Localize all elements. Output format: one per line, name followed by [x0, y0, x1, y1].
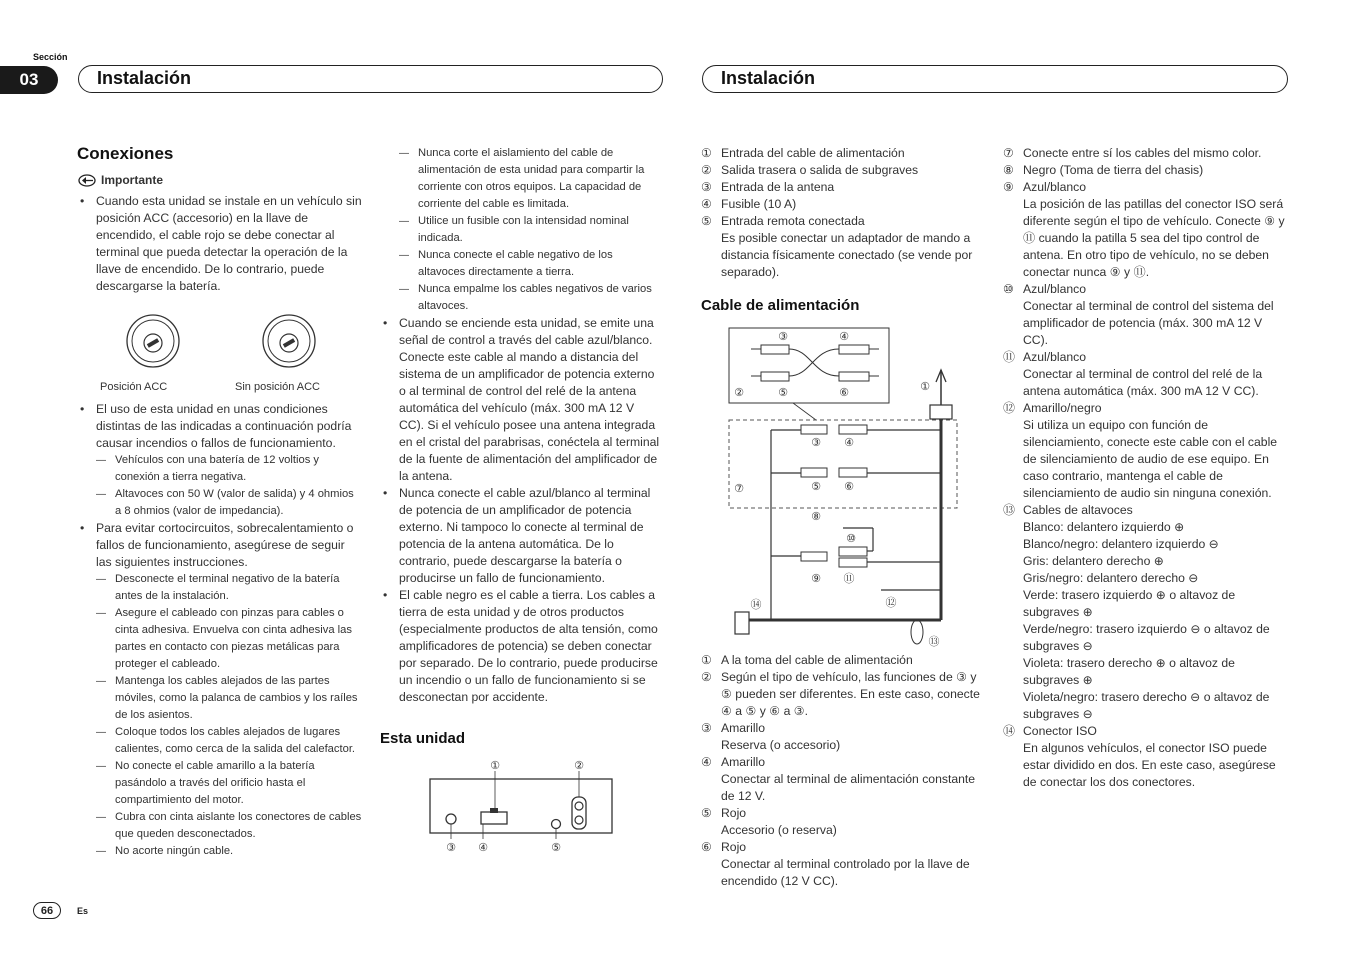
legend-text: Conecte entre sí los cables del mismo color. — [1023, 146, 1262, 160]
legend-subtext: La posición de las patillas del conector ISO será diferente según el tipo de vehículo. Conecte ⑨ y ⑪ cuando la patilla 5 sea del tipo control de antena. En otro tipo de vehículo, no se deben conectar nunca ⑨ y ⑪. — [1023, 197, 1285, 279]
dash-item: — Utilice un fusible con la intensidad nominal indicada. — [399, 213, 662, 247]
dash-item: — Altavoces con 50 W (valor de salida) y 4 ohmios a 8 ohmios (valor de impedancia). — [96, 486, 362, 520]
dash-item: — Nunca conecte el cable negativo de los altavoces directamente a tierra. — [399, 247, 662, 281]
col2-dash-list — [399, 145, 662, 315]
right-title-text: Instalación — [721, 68, 816, 88]
dash-item: — Asegure el cableado con pinzas para cables o cinta adhesiva. Envuelva con cinta adhesiva las partes en contacto con piezas metálicas para proteger el cableado. — [96, 605, 362, 673]
legend-item — [701, 145, 986, 162]
cable-legend-item — [701, 652, 986, 669]
cable-label-1: ① — [920, 380, 930, 393]
legend-subtext: Conectar al terminal controlado por la llave de encendido (12 V CC). — [721, 857, 970, 888]
legend-text: Azul/blanco — [1023, 282, 1087, 296]
legend-num: ⑤ — [701, 214, 712, 228]
legend-text: Según el tipo de vehículo, las funciones de ③ y ⑤ pueden ser diferentes. En este caso, conecte ④ a ⑤ y ⑥ a ③. — [721, 670, 980, 718]
cable-label-6a: ⑥ — [839, 386, 849, 399]
bullet-blue-white: • Cuando se enciende esta unidad, se emite una señal de control a través del cable azul/blanco. Conecte este cable al mando a distancia del sistema de un amplificador de potencia externo o al terminal de control del relé de la antena automática del vehículo (máx. 300 mA 12 V CC). Si el vehículo posee una antena integrada en el cristal del parabrisas, conéctela al terminal de la fuente de alimentación del amplificador de la antena. — [380, 315, 662, 485]
legend-text: Entrada de la antena — [721, 180, 835, 194]
legend-text: Entrada remota conectada — [721, 214, 865, 228]
legend-num: ② — [701, 163, 712, 177]
legend-subtext: Si utiliza un equipo con función de silenciamiento, conecte este cable con el cable de silenciamiento de audio de ese equipo. En caso contrario, mantenga el cable de silenciamiento de audio sin ninguna conexión. — [1023, 418, 1278, 500]
section-label: Sección — [33, 52, 68, 62]
caption-acc: Posición ACC — [100, 381, 168, 393]
dash-item: — Vehículos con una batería de 12 voltios y conexión a tierra negativa. — [96, 452, 362, 486]
cable-label-4a: ④ — [839, 330, 849, 343]
cable-label-11: ⑪ — [843, 572, 855, 585]
page-number: 66 — [33, 902, 61, 919]
language-code: Es — [77, 906, 89, 916]
legend-text: Negro (Toma de tierra del chasis) — [1023, 163, 1204, 177]
ignition-no-acc-icon — [261, 313, 317, 369]
legend-item — [701, 162, 986, 179]
bullet-conditions — [77, 401, 362, 520]
speaker-wire-line: Gris/negro: delantero derecho ⊖ — [1023, 571, 1199, 585]
legend-num: ④ — [701, 197, 712, 211]
legend-text: Rojo — [721, 806, 747, 820]
wire-legend-item — [1003, 145, 1289, 162]
column-1 — [77, 145, 362, 860]
cable-label-5a: ⑤ — [778, 386, 788, 399]
legend-num: ① — [701, 146, 712, 160]
legend-subtext: Conectar al terminal de alimentación constante de 12 V. — [721, 772, 976, 803]
left-title-text: Instalación — [97, 68, 192, 88]
important-note — [77, 172, 362, 189]
legend-num: ⑭ — [1003, 724, 1016, 738]
wire-legend-item — [1003, 349, 1289, 400]
legend-item — [701, 196, 986, 213]
legend-subtext: En algunos vehículos, el conector ISO puede estar dividido en dos. En este caso, asegúrese de conectar los dos conectores. — [1023, 741, 1276, 789]
conexiones-heading: Conexiones — [77, 144, 174, 163]
legend-num: ⑥ — [701, 840, 712, 854]
col2-bullet-list — [380, 315, 662, 706]
legend-num: ① — [701, 653, 712, 667]
dash-item: — Cubra con cinta aislante los conectores de cables que queden desconectados. — [96, 809, 362, 843]
cable-label-5b: ⑤ — [811, 480, 821, 493]
important-label: Importante — [101, 173, 164, 187]
legend-item — [701, 179, 986, 196]
legend-subtext: Es posible conectar un adaptador de mando a distancia físicamente conectado (se vende por separado). — [721, 231, 973, 279]
cable-label-4b: ④ — [844, 436, 854, 449]
cable-alimentacion-heading: Cable de alimentación — [701, 297, 860, 314]
section-number-badge: 03 — [0, 66, 58, 94]
ignition-acc-icon — [125, 313, 181, 369]
column-2 — [380, 145, 662, 857]
wire-legend-item — [1003, 502, 1289, 723]
cable-label-13: ⑬ — [928, 635, 940, 648]
column-3 — [701, 145, 986, 890]
legend-num: ③ — [701, 180, 712, 194]
unit-label-4: ④ — [478, 841, 488, 854]
cable-legend-list — [701, 652, 986, 890]
cable-label-6b: ⑥ — [844, 480, 854, 493]
legend-text: Conector ISO — [1023, 724, 1097, 738]
unit-label-5: ⑤ — [551, 841, 561, 854]
bullet-ground: • El cable negro es el cable a tierra. Los cables a tierra de esta unidad y de otros productos (especialmente productos de alta tensión, como amplificadores de potencia) se deben conectar por separado. De lo contrario, puede producirse un incendio o un fallo de funcionamiento si se desconectan por accidente. — [380, 587, 662, 706]
speaker-wire-line: Verde: trasero izquierdo ⊕ o altavoz de subgraves ⊕ — [1023, 588, 1236, 619]
right-page-title — [702, 65, 1288, 93]
bullet-list-1 — [77, 193, 362, 295]
cable-label-2: ② — [734, 386, 744, 399]
bullet-short-circuit-text: Para evitar cortocircuitos, sobrecalentamiento o fallos de funcionamiento, asegúrese de seguir las siguientes instrucciones. — [96, 521, 354, 569]
wire-legend-item — [1003, 400, 1289, 502]
cable-legend-item — [701, 754, 986, 805]
legend-text: Amarillo/negro — [1023, 401, 1102, 415]
legend-num: ② — [701, 670, 712, 684]
important-icon — [77, 174, 97, 187]
cable-label-3b: ③ — [811, 436, 821, 449]
legend-num: ⑤ — [701, 806, 712, 820]
speaker-wire-line: Blanco: delantero izquierdo ⊕ — [1023, 520, 1185, 534]
legend-subtext: Reserva (o accesorio) — [721, 738, 841, 752]
legend-subtext: Conectar al terminal de control del relé de la antena automática (máx. 300 mA 12 V CC). — [1023, 367, 1263, 398]
cable-legend-item — [701, 720, 986, 754]
cable-legend-item — [701, 839, 986, 890]
cable-label-10: ⑩ — [846, 532, 856, 545]
dash-item: — Nunca corte el aislamiento del cable de alimentación de esta unidad para compartir la corriente con otros equipos. La capacidad de corriente del cable es limitada. — [399, 145, 662, 213]
instructions-dash-list — [96, 571, 362, 860]
legend-num: ⑩ — [1003, 282, 1014, 296]
legend-subtext: Conectar al terminal de control del sistema del amplificador de potencia (máx. 300 mA 12 V CC). — [1023, 299, 1274, 347]
bullet-list-2 — [77, 401, 362, 860]
legend-num: ⑫ — [1003, 401, 1016, 415]
dash-item: — Nunca empalme los cables negativos de varios altavoces. — [399, 281, 662, 315]
legend-text: Entrada del cable de alimentación — [721, 146, 905, 160]
cable-legend-item — [701, 805, 986, 839]
speaker-wire-line: Violeta: trasero derecho ⊕ o altavoz de subgraves ⊕ — [1023, 656, 1235, 687]
unit-label-3: ③ — [446, 841, 456, 854]
legend-num: ⑨ — [1003, 180, 1014, 194]
dash-item: — Mantenga los cables alejados de las partes móviles, como la palanca de cambios y los raíles de los asientos. — [96, 673, 362, 724]
ignition-images — [77, 301, 362, 401]
legend-text: A la toma del cable de alimentación — [721, 653, 913, 667]
cable-label-7: ⑦ — [734, 482, 744, 495]
wire-legend-item — [1003, 162, 1289, 179]
bullet-blue-white-warning: • Nunca conecte el cable azul/blanco al terminal de potencia de un amplificador de potencia externo. Ni tampoco lo conecte al terminal de potencia de la antena automática. De lo contrario, puede descargarse la batería o producirse un fallo de funcionamiento. — [380, 485, 662, 587]
dash-item: — No acorte ningún cable. — [96, 843, 362, 860]
legend-text: Rojo — [721, 840, 747, 854]
unit-label-2: ② — [574, 759, 584, 772]
wire-legend-item — [1003, 723, 1289, 791]
cable-label-3a: ③ — [778, 330, 788, 343]
cable-label-8: ⑧ — [811, 510, 821, 523]
legend-num: ⑬ — [1003, 503, 1016, 517]
legend-text: Fusible (10 A) — [721, 197, 797, 211]
bullet-conditions-text: El uso de esta unidad en unas condiciones distintas de las indicadas a continuación podría causar incendios o fallos de funcionamiento. — [96, 402, 352, 450]
speaker-wire-line: Blanco/negro: delantero izquierdo ⊖ — [1023, 537, 1219, 551]
left-page-title — [78, 65, 663, 93]
bullet-acc: • Cuando esta unidad se instale en un vehículo sin posición ACC (accesorio) en la llave de encendido, el cable rojo se debe conectar al terminal que pueda detectar la operación de la llave de encendido. De lo contrario, puede descargarse la batería. — [77, 193, 362, 295]
legend-num: ③ — [701, 721, 712, 735]
cable-label-14: ⑭ — [750, 598, 762, 611]
caption-no-acc: Sin posición ACC — [235, 381, 320, 393]
cable-label-12: ⑫ — [885, 596, 897, 609]
unit-rear-diagram — [420, 757, 620, 857]
legend-num: ⑪ — [1003, 350, 1016, 364]
wire-legend-item — [1003, 281, 1289, 349]
dash-item: — No conecte el cable amarillo a la batería pasándolo a través del orificio hasta el compartimiento del motor. — [96, 758, 362, 809]
wire-legend-item — [1003, 179, 1289, 281]
cable-legend-item — [701, 669, 986, 720]
bullet-short-circuit — [77, 520, 362, 860]
legend-text: Azul/blanco — [1023, 350, 1087, 364]
legend-num: ⑦ — [1003, 146, 1014, 160]
legend-item — [701, 213, 986, 281]
unit-label-1: ① — [490, 759, 500, 772]
speaker-wire-line: Verde/negro: trasero izquierdo ⊖ o altavoz de subgraves ⊖ — [1023, 622, 1270, 653]
legend-subtext: Accesorio (o reserva) — [721, 823, 837, 837]
legend-text: Azul/blanco — [1023, 180, 1087, 194]
esta-unidad-heading: Esta unidad — [380, 730, 466, 747]
dash-item: — Desconecte el terminal negativo de la batería antes de la instalación. — [96, 571, 362, 605]
unit-legend-list — [701, 145, 986, 281]
legend-text: Amarillo — [721, 755, 766, 769]
wire-legend-list — [1003, 145, 1289, 791]
legend-text: Amarillo — [721, 721, 766, 735]
speaker-wire-line: Gris: delantero derecho ⊕ — [1023, 554, 1164, 568]
speaker-wire-line: Violeta/negro: trasero derecho ⊖ o altavoz de subgraves ⊖ — [1023, 690, 1270, 721]
dash-item: — Coloque todos los cables alejados de lugares calientes, como cerca de la salida del calefactor. — [96, 724, 362, 758]
cable-label-9: ⑨ — [811, 572, 821, 585]
legend-text: Cables de altavoces — [1023, 503, 1133, 517]
legend-num: ⑧ — [1003, 163, 1014, 177]
legend-num: ④ — [701, 755, 712, 769]
legend-text: Salida trasera o salida de subgraves — [721, 163, 919, 177]
conditions-dash-list — [96, 452, 362, 520]
column-4 — [1003, 145, 1289, 791]
power-cable-diagram — [701, 320, 971, 650]
